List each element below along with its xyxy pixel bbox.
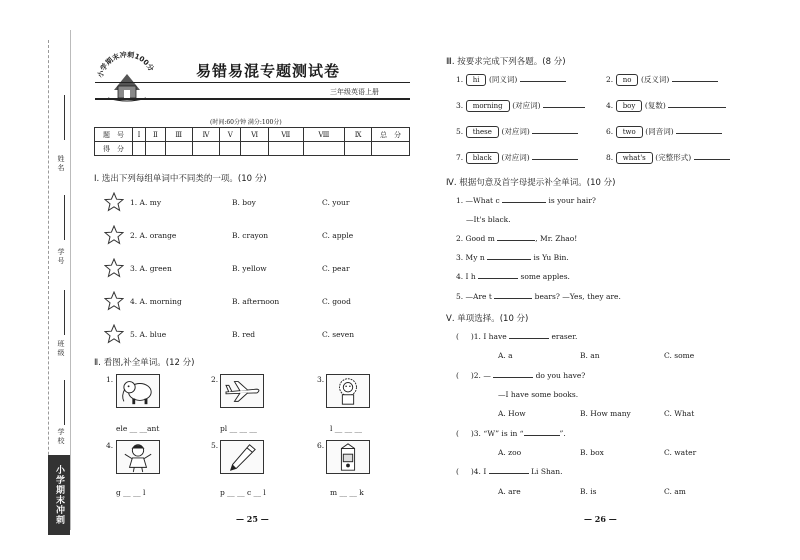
option-c: C. your (322, 198, 350, 207)
item-number: 6. (317, 441, 325, 450)
section-3-grid (456, 74, 776, 174)
name-underline (64, 95, 65, 140)
score-cell[interactable] (165, 142, 192, 156)
question-end: do you have? (535, 371, 586, 380)
question-end: eraser. (551, 332, 578, 341)
option-c: C. apple (322, 231, 354, 240)
score-header-cell: Ⅴ (220, 128, 241, 142)
class-underline (64, 290, 65, 335)
star-icon (104, 324, 124, 344)
score-cell[interactable] (241, 142, 269, 156)
item-number: 3. (456, 101, 464, 110)
score-header-cell: 题 号 (95, 128, 133, 142)
sentence-start: 1. —What c (456, 196, 500, 205)
sentence-end: is Yu Bin. (533, 253, 569, 262)
girl-icon (116, 440, 160, 474)
given-word: no (616, 74, 639, 86)
question-text: )1. I have (470, 332, 507, 341)
score-header-cell: Ⅱ (145, 128, 165, 142)
question-text: )3. “W” is in “ (470, 429, 524, 438)
option-a: 2. A. orange (130, 231, 177, 240)
score-cell[interactable] (192, 142, 220, 156)
list-item (456, 74, 566, 86)
answer-line (524, 435, 560, 436)
word-blank[interactable]: m __ __ k (330, 488, 364, 497)
answer-line[interactable] (532, 133, 578, 134)
answer-line (509, 338, 549, 339)
answer-line (493, 377, 533, 378)
option-b: B. boy (232, 198, 256, 207)
section-5-heading: Ⅴ. 单项选择。(10 分) (446, 314, 529, 324)
id-underline (64, 195, 65, 240)
score-cell[interactable] (133, 142, 146, 156)
question-end: ”. (559, 429, 566, 438)
item-number: 5. (456, 127, 464, 136)
option-b: B. yellow (232, 264, 267, 273)
sentence-start: 5. —Are t (456, 292, 492, 301)
score-header-cell: Ⅵ (241, 128, 269, 142)
score-header-cell: Ⅸ (345, 128, 372, 142)
sentence-start: 2. Good m (456, 234, 495, 243)
question-text: )4. I (470, 467, 487, 476)
word-blank[interactable]: g __ __ l (116, 488, 146, 497)
word-blank[interactable]: pl __ __ __ (220, 424, 257, 433)
sentence-start: —It's black. (466, 215, 511, 224)
list-item (104, 225, 404, 247)
hint: (反义词) (640, 75, 670, 84)
item-number: 4. (106, 441, 114, 450)
lion-icon (326, 374, 370, 408)
item-number: 7. (456, 153, 464, 162)
score-cell[interactable] (345, 142, 372, 156)
list-item (606, 126, 722, 138)
plane-icon (220, 374, 264, 408)
cut-line (48, 40, 49, 520)
score-header-cell: Ⅳ (192, 128, 220, 142)
school-label: 学校 (57, 428, 65, 446)
hint: (对应词) (501, 153, 530, 162)
score-value-row (95, 142, 410, 156)
list-item (606, 100, 726, 112)
option-c: C. some (664, 351, 695, 360)
star-icon (104, 291, 124, 311)
answer-paren[interactable]: ( (456, 332, 471, 341)
school-underline (64, 380, 65, 425)
item-number: 6. (606, 127, 614, 136)
name-label: 姓名 (57, 155, 65, 173)
option-a: 5. A. blue (130, 330, 167, 339)
class-label: 班级 (57, 340, 65, 358)
option-c: C. What (664, 409, 695, 418)
option-c: C. water (664, 448, 697, 457)
option-c: C. good (322, 297, 351, 306)
score-header-row (95, 128, 410, 142)
binding-line (70, 30, 71, 530)
score-header-cell: Ⅷ (303, 128, 345, 142)
sentence-line (466, 215, 511, 224)
option-b: B. is (580, 487, 597, 496)
hint: (对应词) (501, 127, 530, 136)
item-number: 2. (606, 75, 614, 84)
option-b: B. an (580, 351, 600, 360)
header-rule-bottom (95, 98, 410, 100)
word-blank[interactable]: l __ __ __ (330, 424, 363, 433)
item-number: 5. (211, 441, 219, 450)
score-header-cell: Ⅰ (133, 128, 146, 142)
answer-line[interactable] (520, 81, 566, 82)
given-word: these (466, 126, 499, 138)
page-number-right: — 26 — (584, 514, 617, 524)
score-header-cell: Ⅶ (268, 128, 303, 142)
sentence-start: 4. I h (456, 272, 476, 281)
answer-line[interactable] (676, 133, 722, 134)
option-b: B. box (580, 448, 604, 457)
hint: (完整形式) (655, 153, 692, 162)
item-number: 1. (106, 375, 114, 384)
list-item (104, 291, 404, 313)
header-rule-top (95, 82, 410, 83)
star-icon (104, 192, 124, 212)
hint: (复数) (644, 101, 666, 110)
answer-line[interactable] (494, 298, 532, 299)
hint: (同义词) (489, 75, 518, 84)
option-a: A. are (498, 487, 521, 496)
sentence-end: is your hair? (548, 196, 596, 205)
answer-paren[interactable]: ( (456, 429, 471, 438)
list-item (456, 100, 585, 112)
given-word: boy (616, 100, 643, 112)
option-b: B. red (232, 330, 256, 339)
student-id-label: 学号 (57, 248, 65, 266)
option-a: A. zoo (498, 448, 522, 457)
answer-line[interactable] (497, 240, 535, 241)
section-1-list (104, 192, 404, 352)
score-header-cell: Ⅲ (165, 128, 192, 142)
word-blank[interactable]: p __ __ c __ l (220, 488, 266, 497)
section-3-heading: Ⅲ. 按要求完成下列各题。(8 分) (446, 57, 566, 67)
answer-paren[interactable]: ( (456, 467, 471, 476)
sentence-line (456, 272, 570, 281)
option-c: C. pear (322, 264, 350, 273)
option-c: C. am (664, 487, 686, 496)
brand-badge: 小学期末冲刺100分 (48, 455, 70, 535)
question-end: Li Shan. (531, 467, 563, 476)
answer-line[interactable] (478, 278, 518, 279)
question-line (456, 332, 577, 341)
question-text: )2. — (470, 371, 491, 380)
list-item (104, 324, 404, 346)
option-a: A. How (498, 409, 526, 418)
elephant-icon (116, 374, 160, 408)
hint: (对应词) (512, 101, 541, 110)
option-a: 4. A. morning (130, 297, 182, 306)
given-word: morning (466, 100, 510, 112)
answer-line[interactable] (668, 107, 726, 108)
answer-paren[interactable]: ( (456, 371, 471, 380)
sentence-line (456, 253, 569, 262)
exam-title: 易错易混专题测试卷 (196, 62, 341, 80)
score-cell[interactable] (268, 142, 303, 156)
option-b: B. How many (580, 409, 631, 418)
question-line (456, 371, 585, 380)
option-a: 1. A. my (130, 198, 162, 207)
question-continuation: —I have some books. (498, 390, 579, 399)
option-a: 3. A. green (130, 264, 172, 273)
list-item (456, 152, 578, 164)
given-word: two (616, 126, 643, 138)
star-icon (104, 225, 124, 245)
sentence-end: bears? —Yes, they are. (534, 292, 621, 301)
page-number-left: — 25 — (236, 514, 269, 524)
list-item (104, 258, 404, 280)
sentence-end: some apples. (520, 272, 570, 281)
section-4-heading: Ⅳ. 根据句意及首字母提示补全单词。(10 分) (446, 178, 616, 188)
sentence-line (456, 234, 577, 243)
item-number: 8. (606, 153, 614, 162)
logo-text: 小学期末冲刺100分 (96, 50, 156, 79)
pencil-icon (220, 440, 264, 474)
word-blank[interactable]: ele __ __ant (116, 424, 160, 433)
item-number: 4. (606, 101, 614, 110)
list-item (606, 152, 730, 164)
binding-strip (0, 0, 84, 560)
sentence-line (456, 196, 596, 205)
score-header-cell: 总 分 (372, 128, 410, 142)
answer-line[interactable] (502, 202, 546, 203)
sentence-end: , Mr. Zhao! (535, 234, 578, 243)
brand-logo (96, 48, 158, 104)
score-row-label: 得 分 (95, 142, 133, 156)
answer-line[interactable] (487, 259, 531, 260)
answer-line[interactable] (543, 107, 585, 108)
sentence-line (456, 292, 621, 301)
list-item (104, 192, 404, 214)
answer-line (489, 473, 529, 474)
question-line (456, 467, 563, 476)
star-icon (104, 258, 124, 278)
answer-line[interactable] (694, 159, 730, 160)
option-a: A. a (498, 351, 513, 360)
section-2-heading: Ⅱ. 看图,补全单词。(12 分) (94, 358, 195, 368)
time-info: (时间:60分钟 满分:100分) (210, 119, 282, 126)
svg-text:小学期末冲刺100分 (96, 50, 156, 79)
question-line (456, 429, 566, 438)
answer-line[interactable] (532, 159, 578, 160)
score-cell[interactable] (145, 142, 165, 156)
given-word: black (466, 152, 499, 164)
answer-line[interactable] (672, 81, 718, 82)
score-cell[interactable] (220, 142, 241, 156)
given-word: hi (466, 74, 487, 86)
given-word: what's (616, 152, 653, 164)
score-cell[interactable] (372, 142, 410, 156)
option-b: B. afternoon (232, 297, 280, 306)
list-item (456, 126, 578, 138)
grade-label: 三年级英语上册 (330, 88, 379, 96)
item-number: 3. (317, 375, 325, 384)
milk-icon (326, 440, 370, 474)
option-c: C. seven (322, 330, 355, 339)
item-number: 2. (211, 375, 219, 384)
option-b: B. crayon (232, 231, 269, 240)
sentence-start: 3. My n (456, 253, 485, 262)
score-table (94, 127, 410, 156)
item-number: 1. (456, 75, 464, 84)
section-1-heading: Ⅰ. 选出下列每组单词中不同类的一项。(10 分) (94, 174, 267, 184)
score-cell[interactable] (303, 142, 345, 156)
list-item (606, 74, 718, 86)
hint: (同音词) (645, 127, 674, 136)
